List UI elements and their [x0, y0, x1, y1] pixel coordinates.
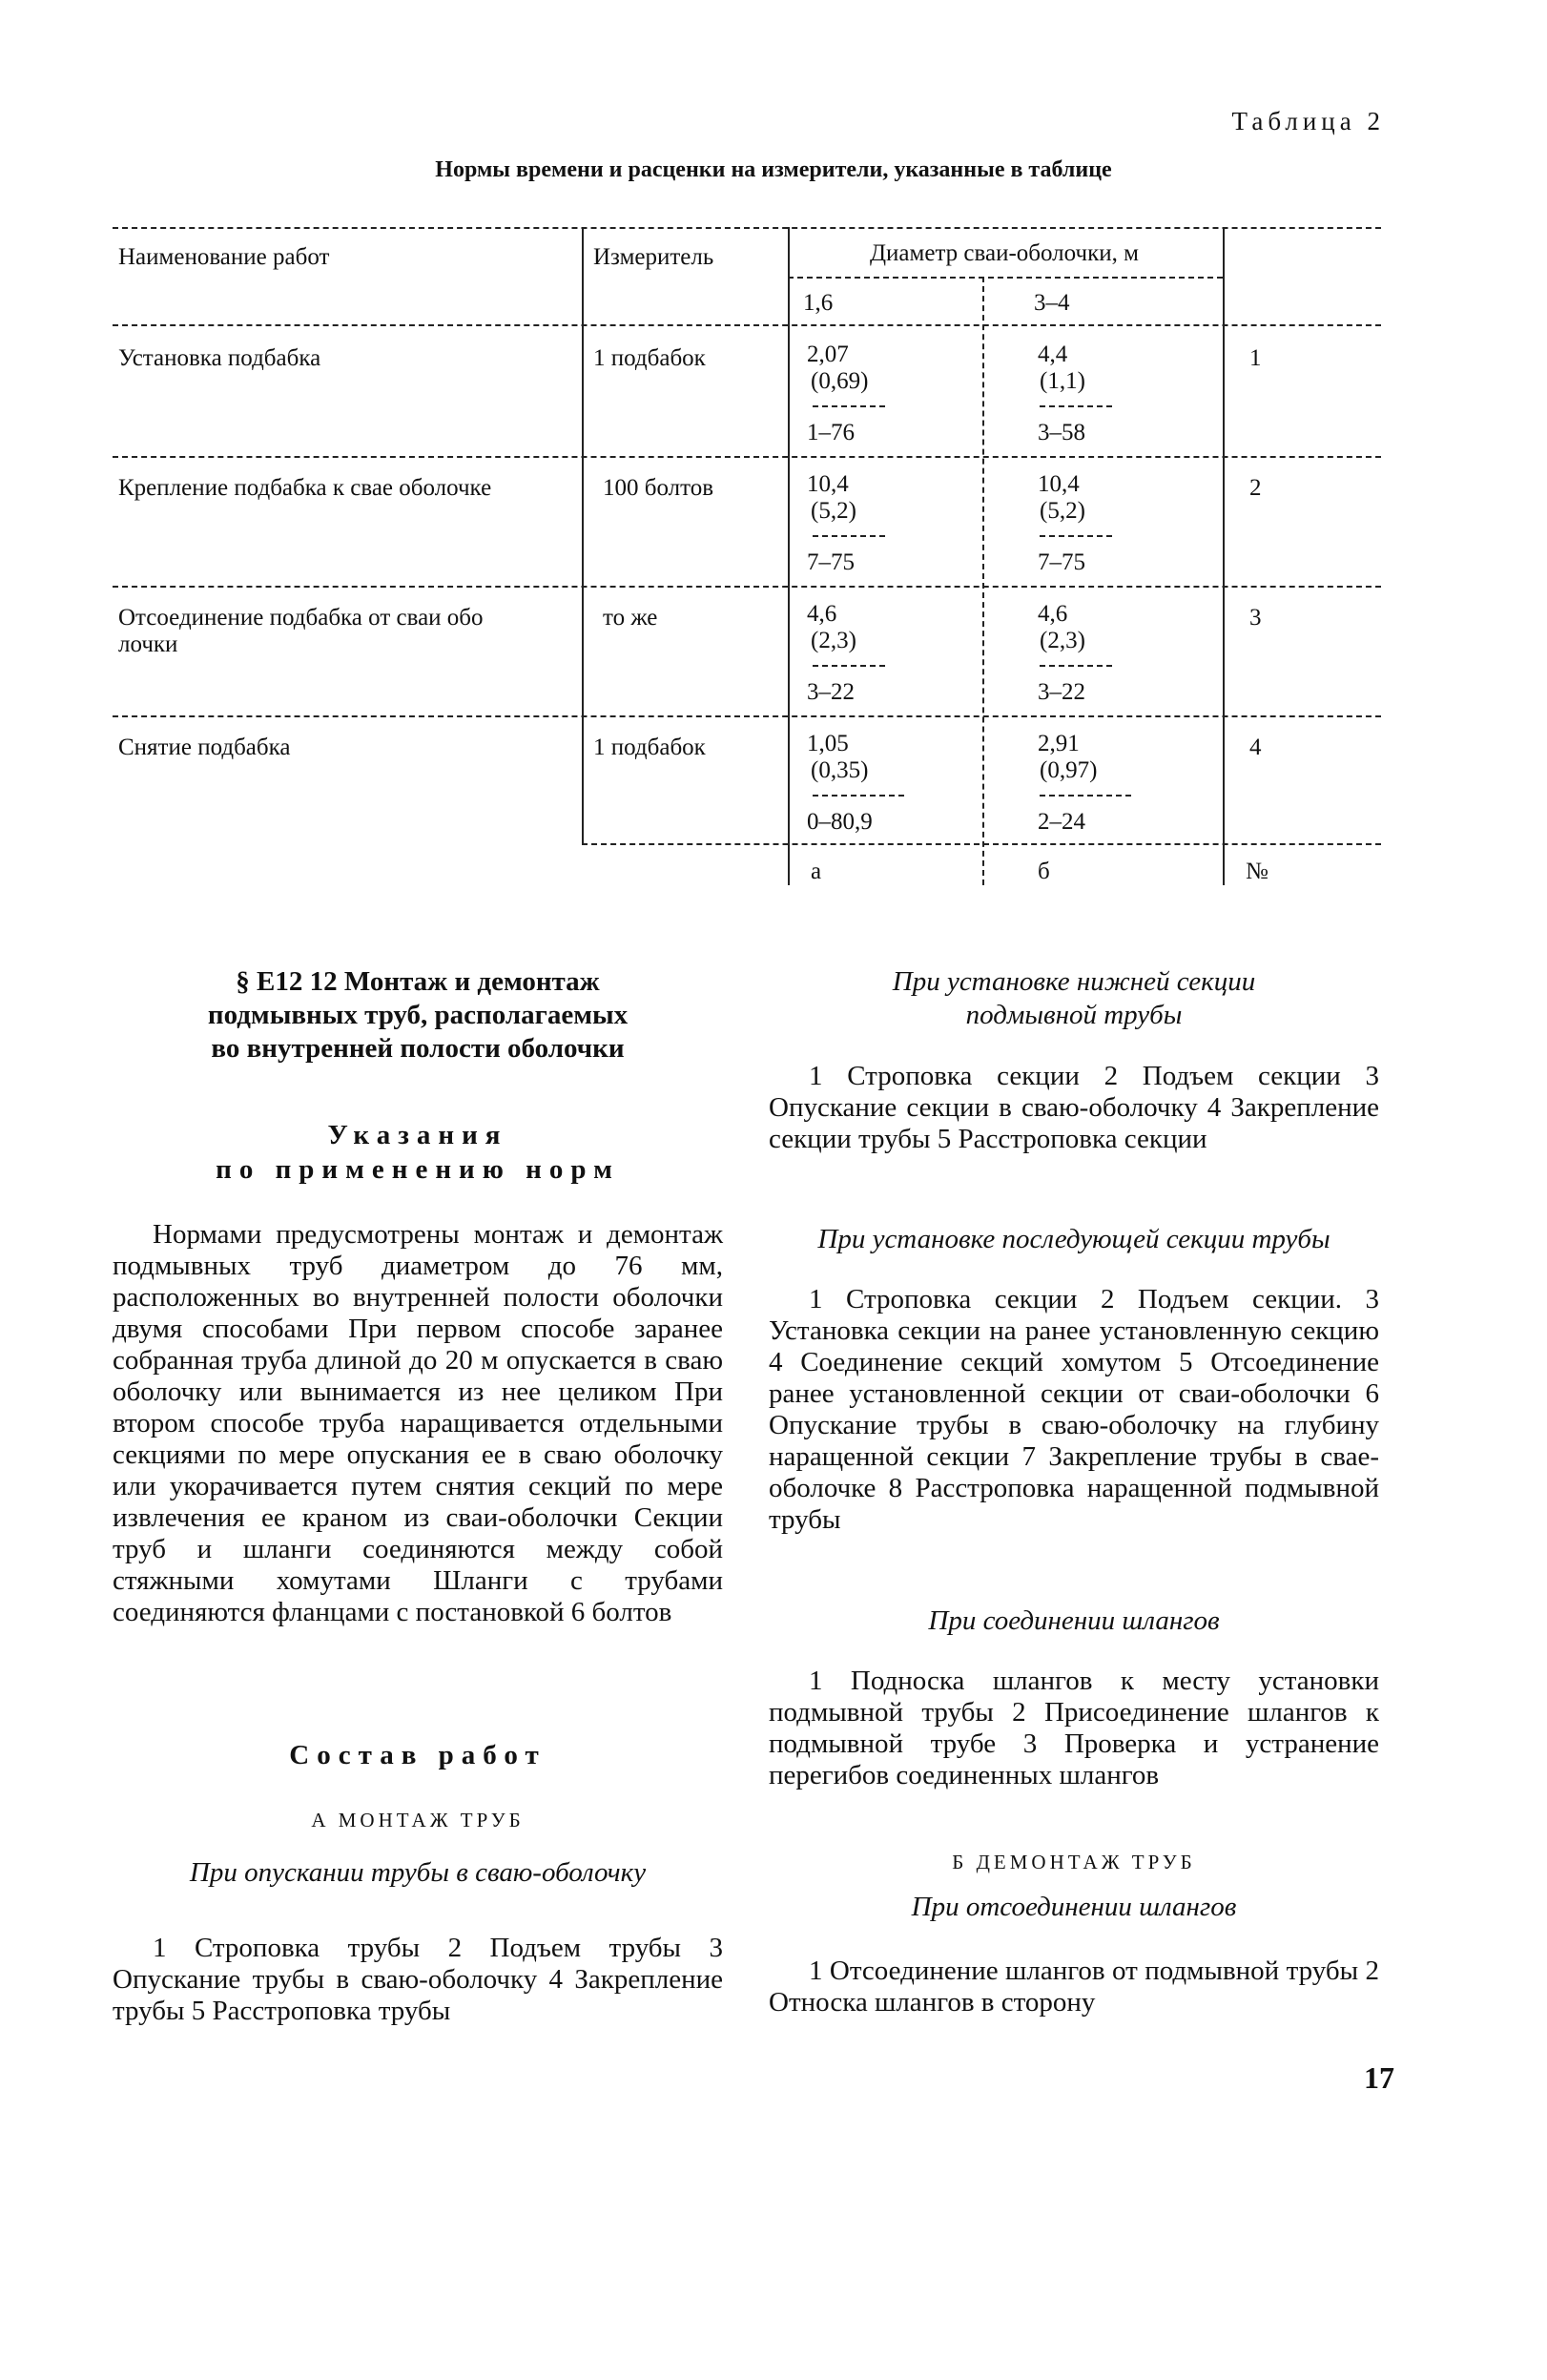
- row-work: Крепление подбабка к свае оболочке: [118, 475, 492, 501]
- value-a-norm: 10,4: [807, 471, 849, 497]
- fraction-line: [1040, 795, 1131, 797]
- lowering-paragraph: 1 Строповка трубы 2 Подъем трубы 3 Опускание трубы в сваю-оболочку 4 Закрепление трубы 5 Расстроповка трубы: [113, 1933, 723, 2026]
- value-a-price: 0–80,9: [807, 809, 873, 835]
- section-title-line: во внутренней полости оболочки: [211, 1033, 625, 1064]
- value-a-wage: (5,2): [811, 498, 856, 524]
- col-divider-a: [788, 227, 790, 885]
- value-a-norm: 2,07: [807, 341, 849, 367]
- col-divider-b: [982, 277, 984, 885]
- value-b-price: 3–22: [1038, 679, 1085, 705]
- value-b-wage: (2,3): [1040, 628, 1085, 653]
- section-title-line: подмывных труб, располагаемых: [207, 1000, 629, 1030]
- row-work: Снятие подбабка: [118, 735, 291, 760]
- row-measure: 100 болтов: [603, 475, 714, 501]
- page-number: 17: [1364, 2060, 1394, 2095]
- lower-section-title-line: При установке нижней секции: [892, 966, 1256, 997]
- value-a-norm: 4,6: [807, 601, 837, 627]
- col-divider-n: [1223, 227, 1225, 885]
- header-diameter-1: 1,6: [803, 290, 834, 316]
- hoses-text: [769, 1666, 1379, 1791]
- row-number: 1: [1249, 345, 1262, 371]
- col-divider-measure: [582, 227, 584, 843]
- disconnect-paragraph: 1 Отсоединение шлангов от подмывной трубы 2 Относка шлангов в сторону: [769, 1956, 1379, 2018]
- table-top-line: [113, 227, 1381, 229]
- fraction-line: [1040, 405, 1112, 407]
- value-b-norm: 10,4: [1038, 471, 1080, 497]
- row-work-cont: лочки: [118, 631, 178, 657]
- row-work: Отсоединение подбабка от сваи обо: [118, 605, 484, 631]
- table-title: Нормы времени и расценки на измерители, указанные в таблице: [435, 157, 1112, 182]
- lower-section-paragraph: 1 Строповка секции 2 Подъем секции 3 Опускание секции в сваю-оболочку 4 Закрепление секции трубы 5 Расстроповка секции: [769, 1061, 1379, 1154]
- row-number: 4: [1249, 735, 1262, 760]
- instructions-text: [113, 1219, 723, 1628]
- footer-col-n: №: [1246, 859, 1269, 884]
- fraction-line: [813, 795, 904, 797]
- next-section-title: При установке последующей секции трубы: [817, 1224, 1330, 1254]
- row-number: 2: [1249, 475, 1262, 501]
- value-a-price: 3–22: [807, 679, 855, 705]
- next-section-text: [769, 1284, 1379, 1536]
- disconnect-title: При отсоединении шлангов: [911, 1892, 1237, 1922]
- fraction-line: [813, 665, 885, 667]
- value-a-wage: (2,3): [811, 628, 856, 653]
- fraction-line: [813, 535, 885, 537]
- row-separator: [113, 715, 1381, 717]
- hoses-title: При соединении шлангов: [928, 1605, 1220, 1636]
- section-title: [113, 965, 723, 1066]
- value-a-price: 1–76: [807, 420, 855, 445]
- lowering-text: [113, 1933, 723, 2027]
- row-number: 3: [1249, 605, 1262, 631]
- value-b-norm: 2,91: [1038, 731, 1080, 756]
- row-measure: 1 подбабок: [593, 345, 706, 371]
- row-measure: то же: [603, 605, 658, 631]
- value-a-price: 7–75: [807, 549, 855, 575]
- header-diameter-2: 3–4: [1034, 290, 1070, 316]
- table-bottom-line: [582, 843, 1381, 845]
- value-a-wage: (0,35): [811, 757, 869, 783]
- value-a-wage: (0,69): [811, 368, 869, 394]
- instructions-title-line: по применению норм: [216, 1154, 620, 1185]
- header-work: Наименование работ: [118, 244, 330, 270]
- instructions-title: [113, 1118, 723, 1187]
- subsection-b-title: Б ДЕМОНТАЖ ТРУБ: [952, 1851, 1196, 1873]
- disconnect-text: [769, 1956, 1379, 2018]
- footer-col-b: б: [1038, 859, 1050, 884]
- table-subheader-line: [788, 277, 1223, 279]
- fraction-line: [1040, 665, 1112, 667]
- row-separator: [113, 586, 1381, 588]
- fraction-line: [1040, 535, 1112, 537]
- subsection-a-title: А МОНТАЖ ТРУБ: [311, 1809, 525, 1832]
- value-a-norm: 1,05: [807, 731, 849, 756]
- lower-section-title-line: подмывной трубы: [965, 1000, 1183, 1030]
- table-label: Таблица 2: [1231, 107, 1385, 135]
- header-diameter: Диаметр сваи-оболочки, м: [870, 240, 1139, 266]
- row-work: Установка подбабка: [118, 345, 321, 371]
- value-b-price: 2–24: [1038, 809, 1085, 835]
- value-b-norm: 4,6: [1038, 601, 1068, 627]
- value-b-price: 3–58: [1038, 420, 1085, 445]
- row-measure: 1 подбабок: [593, 735, 706, 760]
- composition-title: Состав работ: [289, 1740, 547, 1770]
- value-b-wage: (5,2): [1040, 498, 1085, 524]
- instructions-paragraph: Нормами предусмотрены монтаж и демонтаж подмывных труб диаметром до 76 мм, расположенных во внутренней полости оболочки двумя способами При первом способе заранее собранная труба длиной до 20 м опускается в сваю оболочку или вынимается из нее целиком При втором способе труба наращивается отдельными секциями по мере опускания ее в сваю оболочку или укорачивается путем снятия секций по мере извлечения ее краном из сваи-оболочки Секции труб и шланги соединяются между собой стяжными хомутами Шланги с трубами соединяются фланцами с постановкой 6 болтов: [113, 1219, 723, 1627]
- value-b-wage: (1,1): [1040, 368, 1085, 394]
- lower-section-text: [769, 1061, 1379, 1155]
- instructions-title-line: Указания: [327, 1120, 508, 1150]
- lower-section-title: [769, 965, 1379, 1032]
- header-measure: Измеритель: [593, 244, 714, 270]
- fraction-line: [813, 405, 885, 407]
- hoses-paragraph: 1 Подноска шлангов к месту установки подмывной трубы 2 Присоединение шлангов к подмывной трубе 3 Проверка и устранение перегибов соединенных шлангов: [769, 1666, 1379, 1790]
- next-section-paragraph: 1 Строповка секции 2 Подъем секции. 3 Установка секции на ранее установленную секцию 4 Соединение секций хомутом 5 Отсоединение ранее установленной секции от сваи-оболочки 6 Опускание трубы в сваю-оболочку на глубину наращенной секции 7 Закрепление трубы в свае-оболочке 8 Расстроповка наращенной подмывной трубы: [769, 1284, 1379, 1535]
- value-b-price: 7–75: [1038, 549, 1085, 575]
- value-b-wage: (0,97): [1040, 757, 1098, 783]
- section-title-line: § Е12 12 Монтаж и демонтаж: [236, 966, 600, 997]
- table-header-bottom-line: [113, 324, 1381, 326]
- lowering-title: При опускании трубы в сваю-оболочку: [189, 1857, 647, 1888]
- footer-col-a: а: [811, 859, 822, 884]
- row-separator: [113, 456, 1381, 458]
- value-b-norm: 4,4: [1038, 341, 1068, 367]
